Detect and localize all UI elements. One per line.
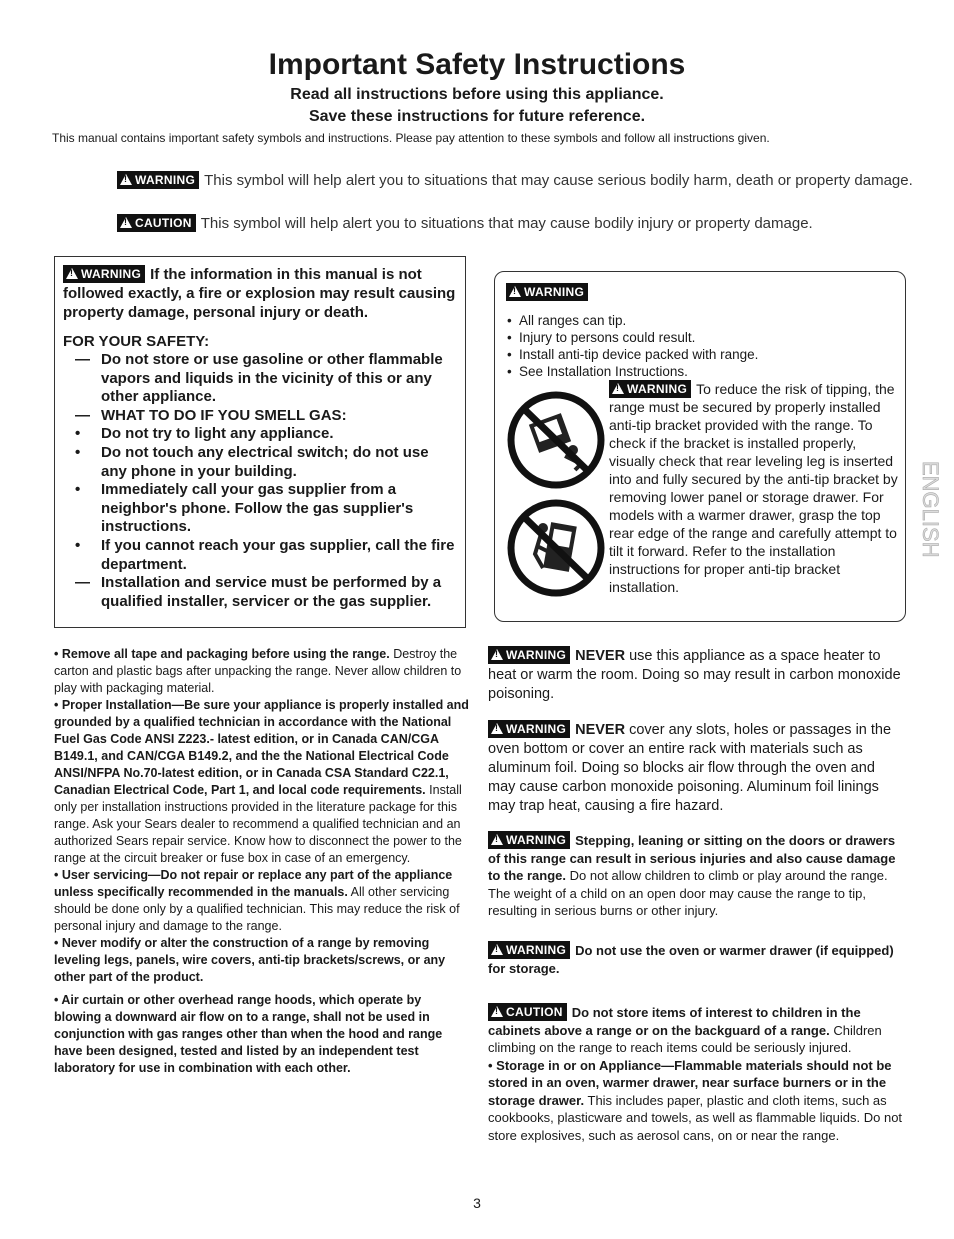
caution-badge: !CAUTION [488, 1003, 567, 1021]
warning-badge: !WARNING [488, 720, 570, 738]
alert-triangle-icon [491, 649, 503, 660]
warning-badge: !WARNING [488, 646, 570, 664]
alert-triangle-icon [612, 383, 624, 394]
list-item: • Remove all tape and packaging before using the range. Destroy the carton and plastic bags after unpacking the range. Never allow children to play with packaging material. [54, 647, 462, 695]
list-item: • Never modify or alter the construction of a range by removing leveling legs, panels, wire covers, anti-tip brackets/screws, or any other part of the product. [54, 936, 446, 984]
warning-badge: !WARNING [609, 380, 691, 398]
space-heater-warning: !WARNING NEVER use this appliance as a space heater to heat or warm the room. Doing so may result in carbon monoxide poisoning. [488, 646, 906, 704]
alert-triangle-icon [509, 286, 521, 297]
intro-text: This manual contains important safety symbols and instructions. Please pay attention to these symbols and follow all instructions given. [52, 131, 770, 145]
cover-slots-warning: !WARNING NEVER cover any slots, holes or passages in the oven bottom or cover an entire rack with materials such as aluminum foil. Doing so blocks air flow through the oven and may cause carbon monoxide poisoning. Aluminum foil linings may trap heat, causing a fire hazard. [488, 720, 906, 816]
list-item: • Injury to persons could result. [507, 329, 897, 346]
alert-triangle-icon [491, 834, 503, 845]
list-item: — Installation and service must be performed by a qualified installer, servicer or the gas supplier. [75, 574, 442, 610]
alert-triangle-icon [491, 1006, 503, 1017]
page-number: 3 [473, 1195, 481, 1211]
warning-badge: !WARNING [488, 831, 570, 849]
gas-warning-lead: !WARNING If the information in this manual is not followed exactly, a fire or explosion may result causing property damage, personal injury or death. [63, 265, 457, 322]
list-item: — Do not store or use gasoline or other flammable vapors and liquids in the vicinity of this or any other appliance. [75, 351, 443, 406]
side-tab-label: ENGLISH [918, 461, 943, 558]
list-item: • Do not try to light any appliance. [75, 425, 334, 443]
list-item: • See Installation Instructions. [507, 363, 897, 380]
gas-warning-box [54, 256, 466, 628]
page-title: Important Safety Instructions [268, 48, 686, 81]
list-item: • Air curtain or other overhead range hoods, which operate by blowing a downward air flow on to a range, shall not be used in conjunction with gas ranges other than when the hood and range have been designed, tested and listed by an independent test laboratory for use in combination with each other. [54, 993, 443, 1075]
gas-safety-list [63, 351, 457, 611]
tip-bullet-list [507, 312, 897, 380]
alert-triangle-icon [120, 174, 132, 185]
warning-badge: !WARNING [506, 283, 588, 301]
list-item: — WHAT TO DO IF YOU SMELL GAS: [75, 406, 347, 424]
subtitle-save: Save these instructions for future reference. [308, 108, 646, 125]
alert-triangle-icon [120, 217, 132, 228]
list-item: • Install anti-tip device packed with range. [507, 346, 897, 363]
warning-badge: !WARNING [488, 941, 570, 959]
caution-badge: !CAUTION [117, 214, 196, 232]
english-side-tab [908, 455, 943, 575]
stepping-warning: !WARNING Stepping, leaning or sitting on the doors or drawers of this range can result in serious injuries and also cause damage to the range. Do not allow children to climb or play around the range. The weight of a child on an open door may cause the range to tip, resulting in serious burns or other injury. [488, 831, 906, 920]
warning-badge: !WARNING [63, 265, 145, 283]
subtitle-read: Read all instructions before using this appliance. [290, 86, 664, 103]
alert-triangle-icon [491, 723, 503, 734]
list-item: • Immediately call your gas supplier from a neighbor's phone. Follow the gas supplier's instructions. [75, 481, 414, 536]
warning-badge: !WARNING [117, 171, 199, 189]
for-your-safety-heading: FOR YOUR SAFETY: [63, 333, 210, 350]
list-item: • All ranges can tip. [507, 312, 897, 329]
range-tipping-prohibited-icon [503, 390, 609, 490]
alert-triangle-icon [66, 268, 78, 279]
children-caution: !CAUTION Do not store items of interest to children in the cabinets above a range or on the backguard of a range. Children climbing on the range to reach items could be seriously injured. • Storage in or on Appliance—Flammable materials should not be stored in an oven, warmer drawer, near surface burners or in the storage drawer. This includes paper, plastic and cloth items, such as cookbooks, plasticware and towels, as well as flammable liquids. Do not store explosives, such as aerosol cans, on or near the range. [488, 1003, 906, 1144]
list-item: • If you cannot reach your gas supplier, call the fire department. [75, 536, 455, 573]
anti-tip-description: !WARNING To reduce the risk of tipping, the range must be secured by properly installed anti-tip bracket provided with the range. To check if the bracket is installed properly, visually check that rear leveling leg is inserted into and fully secured by the anti-tip bracket by removing lower panel or storage drawer. For models with a warmer drawer, grasp the top rear edge of the range and carefully attempt to tilt it forward. Refer to the installation instructions for proper anti-tip bracket installation. [609, 380, 901, 596]
left-column-instructions [54, 646, 470, 1077]
list-item: • Proper Installation—Be sure your appliance is properly installed and grounded by a qualified technician in accordance with the National Fuel Gas Code ANSI Z223.- latest edition, or in Canada CAN/CGA B149.1, and CAN/CGA B149.2, and the the National Electrical Code ANSI/NFPA No.70-latest edition, or in Canada CSA Standard C22.1, Canadian Electrical Code, Part 1, and local code requirements. Install only per installation instructions provided in the literature package for this range. Ask your Sears dealer to recommend a qualified technician and an authorized Sears repair service. Know how to disconnect the power to the range at the circuit breaker or fuse box in case of an emergency. [54, 698, 469, 865]
list-item: • User servicing—Do not repair or replace any part of the appliance unless specifically recommended in the manuals. All other servicing should be done only by a qualified technician. This may reduce the risk of personal injury and damage to the range. [54, 868, 460, 933]
list-item: • Do not touch any electrical switch; do not use any phone in your building. [75, 443, 429, 480]
child-on-door-prohibited-icon [503, 498, 609, 598]
storage-warning: !WARNING Do not use the oven or warmer drawer (if equipped) for storage. [488, 941, 906, 977]
anti-tip-warning-box [494, 271, 906, 622]
caution-symbol-definition: !CAUTION This symbol will help alert you to situations that may cause bodily injury or property damage. [117, 214, 813, 232]
warning-symbol-definition: !WARNING This symbol will help alert you to situations that may cause serious bodily harm, death or property damage. [117, 171, 913, 189]
alert-triangle-icon [491, 944, 503, 955]
